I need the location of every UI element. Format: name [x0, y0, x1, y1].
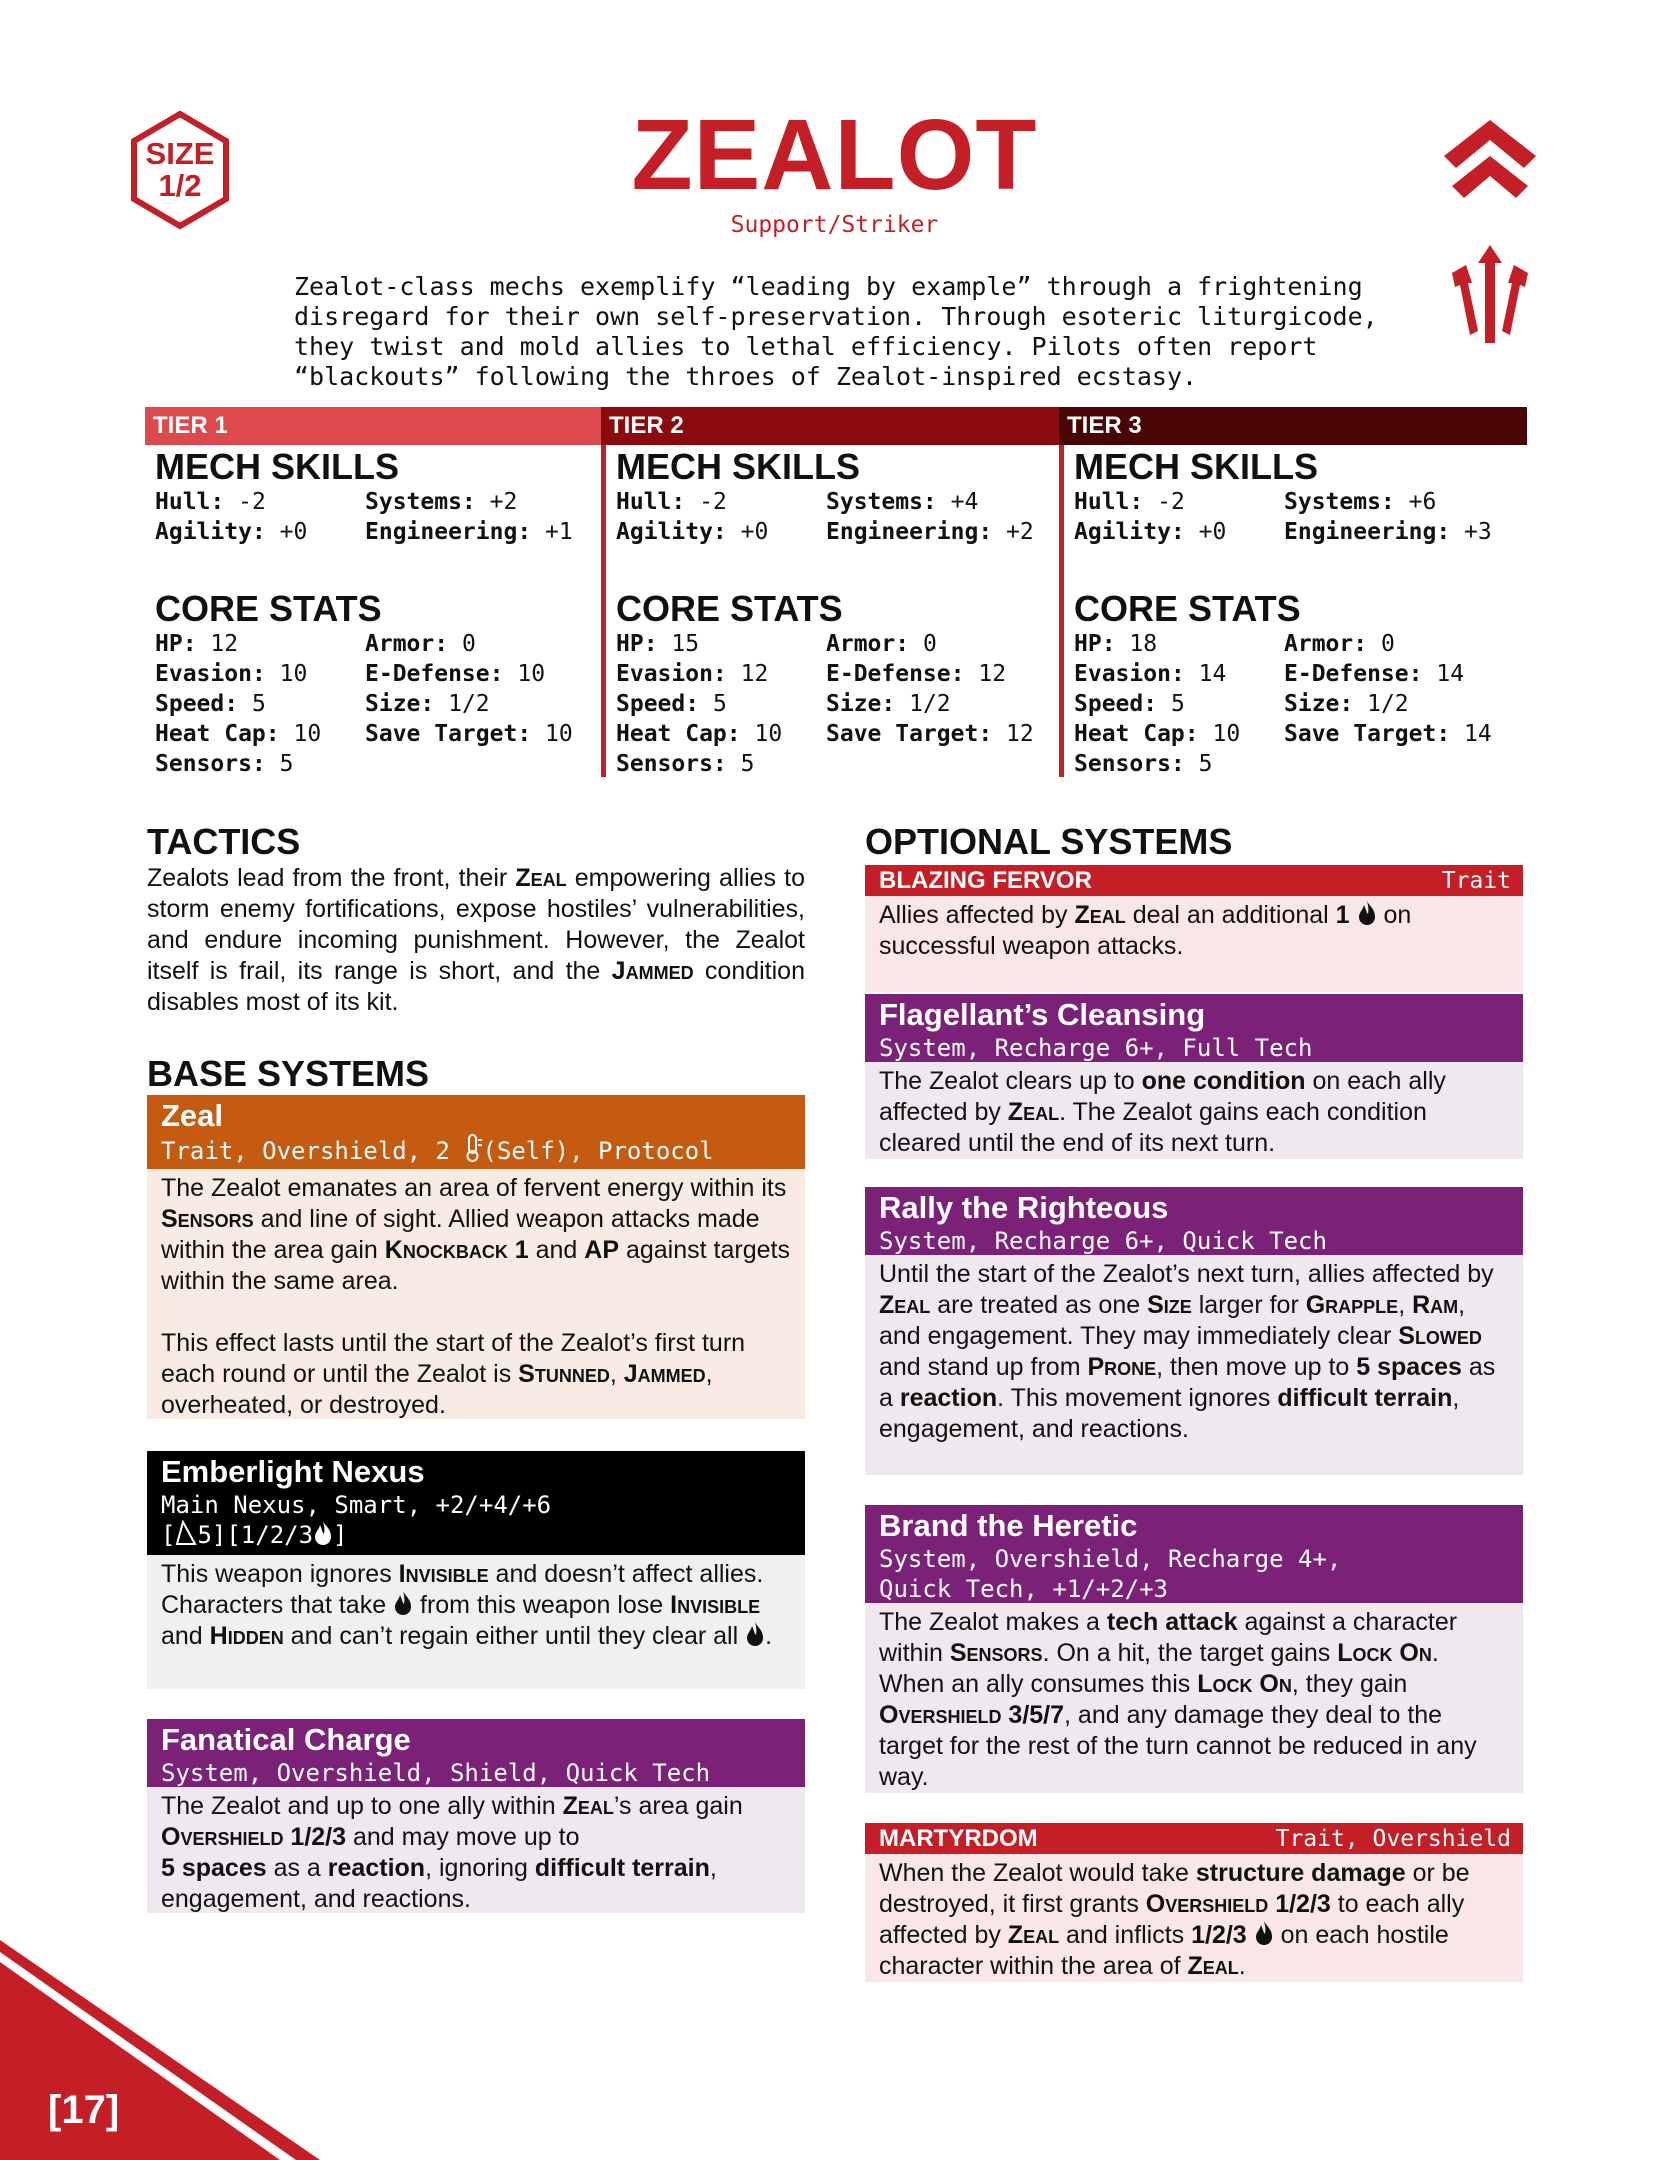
card-tags: Trait — [1441, 867, 1511, 894]
tier-3 — [1059, 407, 1527, 777]
burn-icon — [1254, 1920, 1274, 1946]
burn-icon — [313, 1520, 333, 1546]
card-title: Rally the Righteous — [879, 1190, 1169, 1225]
base-systems-heading: BASE SYSTEMS — [147, 1053, 430, 1094]
tactics-text: Zealots lead from the front, their Zeal empowering allies to storm enemy fortifications, expose hostiles’ vulnerabilities, and endure incoming punishment. However, the Zealot itself is frail, its range is short, and the Jammed condition disables most of its kit. — [147, 864, 805, 1016]
card-tags: Trait, Overshield — [1275, 1825, 1511, 1852]
page-title: ZEALOT — [631, 99, 1038, 211]
tier-table — [145, 407, 1527, 777]
card-title: MARTYRDOM — [879, 1824, 1038, 1852]
mech-skills: Hull: -2 Systems: +4 Agility: +0 Engineering: +2 — [616, 489, 1034, 545]
page-number: [17] — [48, 2088, 120, 2132]
burn-icon — [393, 1590, 413, 1616]
card-title: Zeal — [161, 1098, 224, 1133]
card-tags: System, Recharge 6+, Full Tech — [879, 1034, 1313, 1062]
optional-systems-heading: OPTIONAL SYSTEMS — [865, 821, 1233, 862]
chevron-rank-icon — [1442, 120, 1538, 206]
tactics-heading: TACTICS — [147, 821, 301, 862]
card-tags: Main Nexus, Smart, +2/+4/+6 [ 5][1/2/3 ] — [161, 1491, 552, 1549]
size-label: SIZE — [145, 136, 215, 171]
core-stats-heading: CORE STATS — [155, 588, 382, 629]
mech-skills: Hull: -2 Systems: +2 Agility: +0 Engineering: +1 — [155, 489, 573, 545]
range-icon — [175, 1520, 197, 1546]
card-tags: System, Overshield, Shield, Quick Tech — [161, 1759, 711, 1787]
card-title: Flagellant’s Cleansing — [879, 997, 1206, 1032]
tier-label: TIER 1 — [145, 407, 605, 445]
card-title: Emberlight Nexus — [161, 1454, 425, 1489]
core-stats: HP: 18 Armor: 0 Evasion: 14 E-Defense: 14 Speed: 5 Size: 1/2 Heat Cap: 10 Save Target: 14 Sensors: 5 — [1074, 631, 1492, 777]
card-tags: System, Overshield, Recharge 4+, Quick Tech, +1/+2/+3 — [879, 1545, 1342, 1603]
flagellants-cleansing-card: Flagellant’s Cleansing System, Recharge 6+, Full Tech The Zealot clears up to one condition on each ally affected by Zeal. The Zealot gains each condition cleared until the end of its next turn. — [865, 994, 1523, 1159]
tier-label: TIER 3 — [1059, 407, 1527, 445]
size-value: 1/2 — [158, 168, 202, 203]
card-title: Brand the Heretic — [879, 1508, 1138, 1543]
core-stats-heading: CORE STATS — [1074, 588, 1301, 629]
martyrdom-card: MARTYRDOM Trait, Overshield When the Zealot would take structure damage or be destroyed, it first grants Overshield 1/2/3 to each ally affected by Zeal and inflicts 1/2/3 on each hostile character within the area of Zeal. — [865, 1823, 1523, 1982]
mech-skills-heading: MECH SKILLS — [155, 446, 400, 487]
zeal-card: Zeal Trait, Overshield, 2 (Self), Protocol The Zealot emanates an area of fervent energy within its Sensors and line of sight. Allied weapon attacks made within the area gain Knockback 1 and AP against targets within the same area. This effect lasts until the start of the Zealot’s first turn each round or until the Zealot is Stunned, Jammed, overheated, or destroyed. — [147, 1095, 805, 1419]
card-title: Fanatical Charge — [161, 1722, 411, 1757]
mech-skills: Hull: -2 Systems: +6 Agility: +0 Engineering: +3 — [1074, 489, 1492, 545]
card-tags: Trait, Overshield, 2 (Self), Protocol — [161, 1134, 791, 1166]
burn-icon — [1357, 900, 1377, 926]
emberlight-nexus-card: Emberlight Nexus Main Nexus, Smart, +2/+4/+6 [ 5][1/2/3 ] This weapon ignores Invisible and doesn’t affect allies. Characters that take from this weapon lose Invisible and Hidden and can’t regain either until they clear all . — [147, 1451, 805, 1689]
heat-icon — [464, 1134, 482, 1162]
card-title: BLAZING FERVOR — [879, 866, 1092, 894]
tier-1 — [145, 407, 605, 777]
mech-skills-heading: MECH SKILLS — [616, 446, 861, 487]
mech-skills-heading: MECH SKILLS — [1074, 446, 1319, 487]
burn-icon — [745, 1621, 765, 1647]
fanatical-charge-card: Fanatical Charge System, Overshield, Shield, Quick Tech The Zealot and up to one ally within Zeal’s area gain Overshield 1/2/3 and may move up to 5 spaces as a reaction, ignoring difficult terrain, engagement, and reactions. — [147, 1719, 805, 1913]
mech-role: Support/Striker — [730, 212, 939, 238]
card-tags: System, Recharge 6+, Quick Tech — [879, 1227, 1327, 1255]
blazing-fervor-card: BLAZING FERVOR Trait Allies affected by Zeal deal an additional 1 on successful weapon attacks. — [865, 865, 1523, 992]
rally-the-righteous-card: Rally the Righteous System, Recharge 6+, Quick Tech Until the start of the Zealot’s next turn, allies affected by Zeal are treated as one Size larger for Grapple, Ram, and engagement. They may immediately clear Slowed and stand up from Prone, then move up to 5 spaces as a reaction. This movement ignores difficult terrain, engagement, and reactions. — [865, 1187, 1523, 1475]
core-stats-heading: CORE STATS — [616, 588, 843, 629]
tier-label: TIER 2 — [601, 407, 1061, 445]
brand-the-heretic-card: Brand the Heretic System, Overshield, Recharge 4+, Quick Tech, +1/+2/+3 The Zealot makes a tech attack against a character within Sensors. On a hit, the target gains Lock On. When an ally consumes this Lock On, they gain Overshield 3/5/7, and any damage they deal to the target for the rest of the turn cannot be reduced in any way. — [865, 1505, 1523, 1793]
trident-icon — [1442, 245, 1538, 345]
core-stats: HP: 15 Armor: 0 Evasion: 12 E-Defense: 12 Speed: 5 Size: 1/2 Heat Cap: 10 Save Target: 12 Sensors: 5 — [616, 631, 1034, 777]
mech-description: Zealot-class mechs exemplify “leading by example” through a frightening disregard for their own self-preservation. Through esoteric liturgicode, they twist and mold allies to lethal efficiency. Pilots often report “blackouts” following the throes of Zealot-inspired ecstasy. — [294, 272, 1378, 391]
core-stats: HP: 12 Armor: 0 Evasion: 10 E-Defense: 10 Speed: 5 Size: 1/2 Heat Cap: 10 Save Target: 10 Sensors: 5 — [155, 631, 573, 777]
tier-2 — [601, 407, 1061, 777]
